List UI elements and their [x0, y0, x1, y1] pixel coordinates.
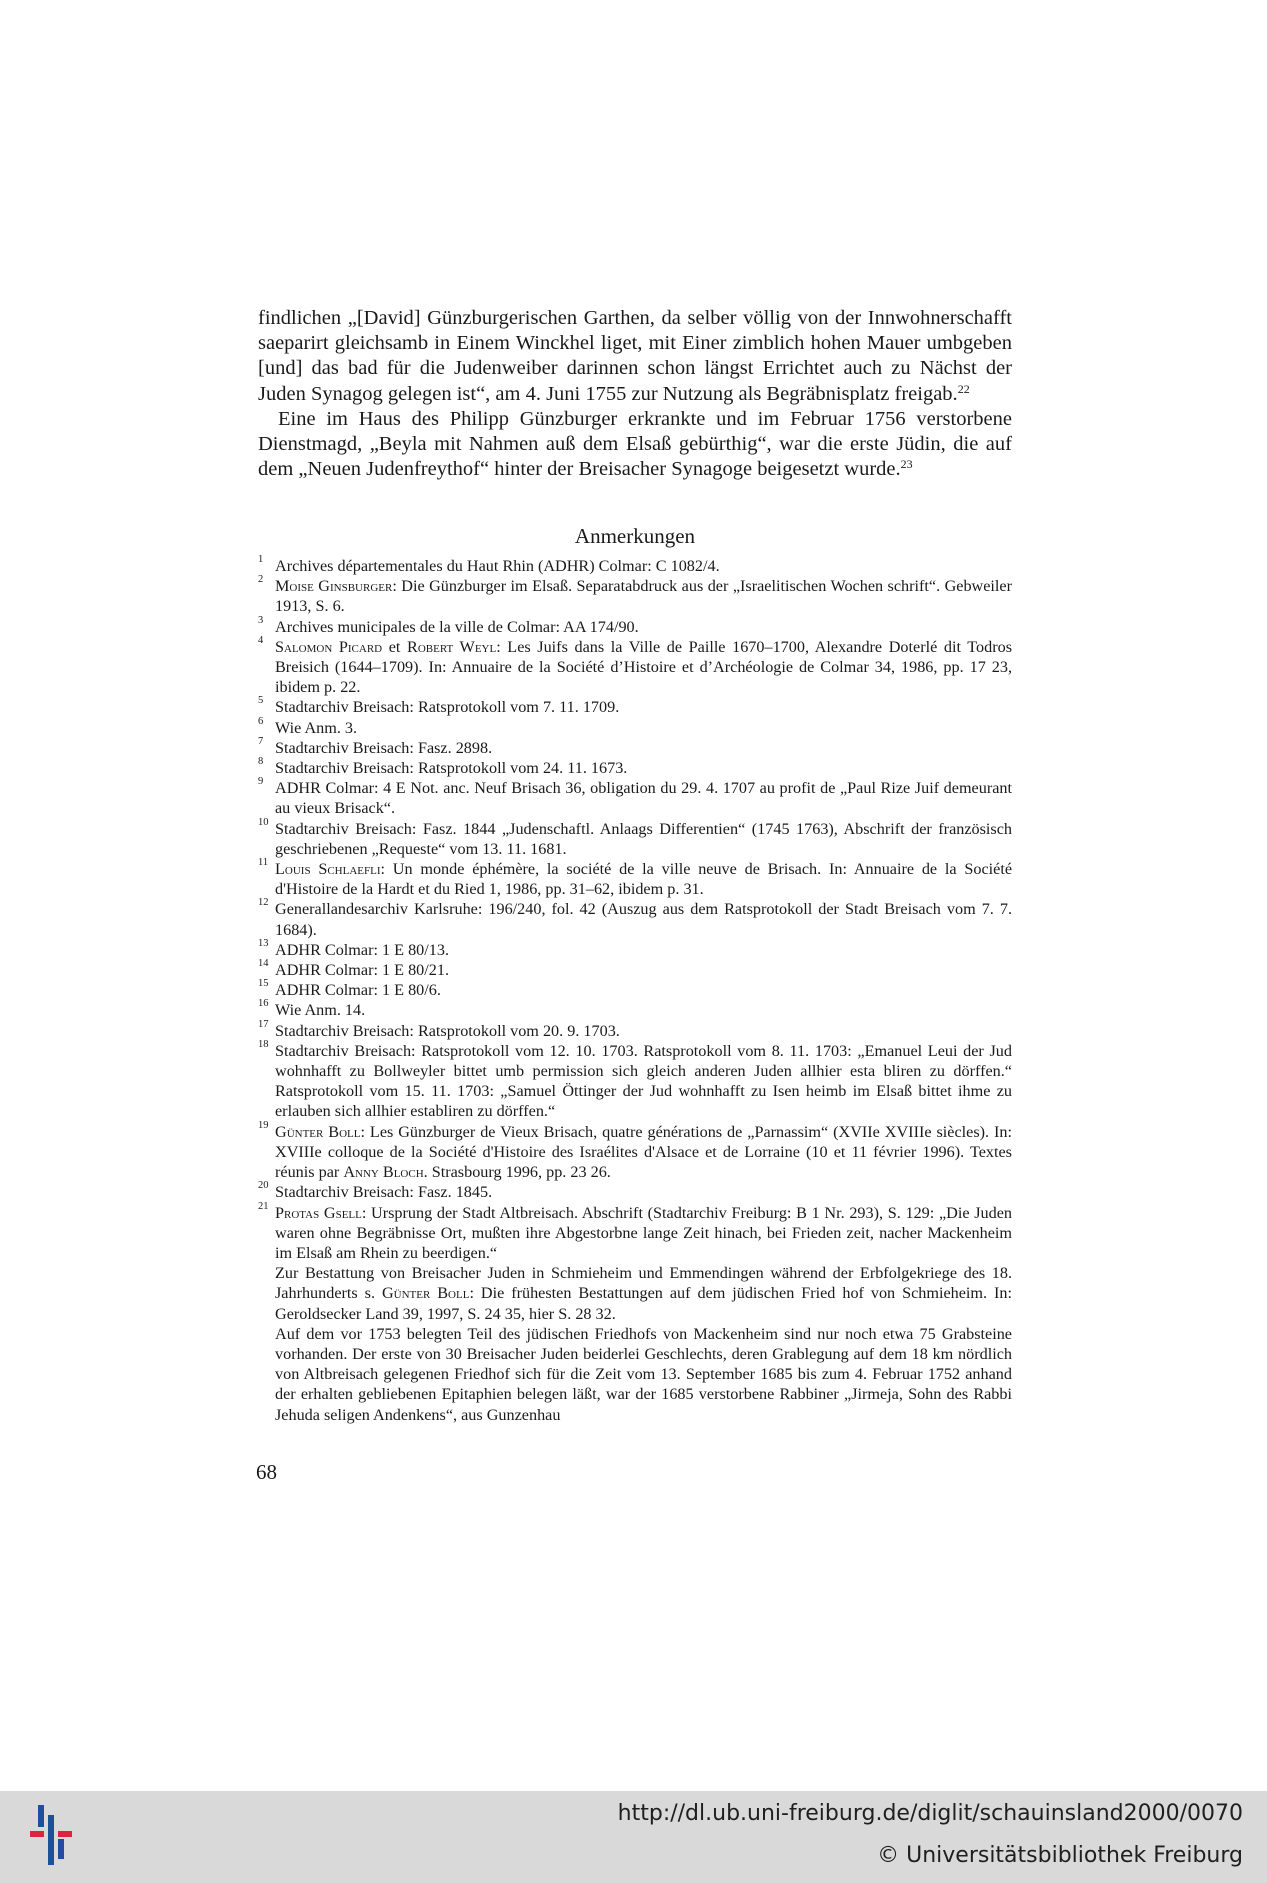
- footnote-text: et: [382, 637, 408, 656]
- footnote-item: [258, 1182, 1012, 1202]
- footnote-text: : Les Günzburger de Vieux Brisach, quatre générations de „Parnassim“ (XVIIe XVIIIe siècles). In: XVIIIe colloque de la Société d'Histoire des Israélites d'Alsace et de Lorraine (10 et 11 février 1996). Textes réunis par: [275, 1122, 1012, 1182]
- footnote-text: Stadtarchiv Breisach: Ratsprotokoll vom 7. 11. 1709.: [275, 698, 620, 717]
- footnote-number: 7: [258, 735, 264, 747]
- footnote-item: [258, 1200, 1012, 1264]
- author-name: Protas Gsell: [275, 1203, 362, 1222]
- footnote-item: [258, 1038, 1012, 1122]
- footnote-text: Stadtarchiv Breisach: Fasz. 2898.: [275, 738, 493, 757]
- footnote-text: : Ursprung der Stadt Altbreisach. Abschrift (Stadtarchiv Freiburg: B 1 Nr. 293), S. 129: „Die Juden waren ohne Begräbnisse Ort, mußten ihre Abgestorbne lange Zeit hinach, bei Frieden zeit, nacher Mackenheim im Elsaß am Rhein zu beerdigen.“: [275, 1203, 1012, 1262]
- footnote-number: 17: [258, 1018, 269, 1030]
- footnote-text: Stadtarchiv Breisach: Fasz. 1845.: [275, 1183, 493, 1202]
- footnote-number: 20: [258, 1180, 269, 1192]
- body-paragraph: [258, 407, 1012, 483]
- footnote-item: [258, 715, 1012, 738]
- document-url-link[interactable]: http://dl.ub.uni-freiburg.de/diglit/schauinsland2000/0070: [617, 1801, 1243, 1826]
- footnote-item: [258, 899, 1012, 939]
- author-name: Günter Boll: [275, 1122, 361, 1141]
- footnote-number: 21: [258, 1200, 269, 1212]
- footnote-item: [258, 778, 1012, 818]
- library-logo-icon[interactable]: [30, 1805, 80, 1865]
- footnote-text: Wie Anm. 14.: [275, 1001, 366, 1020]
- footnote-ref[interactable]: 22: [957, 381, 970, 396]
- footnote-text: Stadtarchiv Breisach: Ratsprotokoll vom 20. 9. 1703.: [275, 1021, 620, 1040]
- footnote-text: Stadtarchiv Breisach: Fasz. 1844 „Judenschaftl. Anlaags Differentien“ (1745 1763), Abschrift der französisch geschriebenen „Requeste“ vom 13. 11. 1681.: [275, 819, 1012, 858]
- footnote-continuation: [258, 1324, 1012, 1425]
- author-name: Salomon Picard: [275, 637, 383, 656]
- author-name: Anny Bloch: [343, 1163, 424, 1182]
- footnote-text: Generallandesarchiv Karlsruhe: 196/240, fol. 42 (Auszug aus dem Ratsprotokoll der Stadt Breisach vom 7. 7. 1684).: [275, 900, 1012, 939]
- footnote-text: Stadtarchiv Breisach: Ratsprotokoll vom 12. 10. 1703. Ratsprotokoll vom 8. 11. 1703: „Emanuel Leui der Jud wohnhafft zu Bollweyler bittet umb permission sich gleich anderen Juden allhier esta bliren zu dörffen.“ Ratsprotokoll vom 15. 11. 1703: „Samuel Öttinger der Jud wohnhafft zu Isen heimb im Elsaß bittet ihme zu erlauben sich allhier establiren zu dörffen.“: [275, 1041, 1012, 1121]
- footnote-number: 18: [258, 1038, 269, 1050]
- footnote-continuation: [258, 1263, 1012, 1324]
- footnote-number: 2: [258, 574, 264, 586]
- author-name: Günter Boll: [381, 1284, 470, 1303]
- notes-heading: Anmerkungen: [574, 524, 696, 548]
- paragraph-text: findlichen „[David] Günzburgerischen Garthen, da selber völlig von der Innwohnerschafft saeparirt gleichsamb in Einem Winckhel liget, mit Einer zimblich hohen Mauer umbgeben [und] das bad für die Judenweiber darinnen schon längst Errichtet auch zu Nächst der Juden Synagog gelegen ist“, am 4. Juni 1755 zur Nutzung als Begräbnisplatz freigab.: [258, 307, 1012, 405]
- footnote-text: : Die frühesten Bestattungen auf dem jüdischen Fried hof von Schmieheim. In: Geroldsecker Land 39, 1997, S. 24 35, hier S. 28 32.: [275, 1284, 1012, 1323]
- footnote-item: [258, 859, 1012, 899]
- footnote-text: ADHR Colmar: 1 E 80/21.: [275, 961, 450, 980]
- footnote-item: [258, 576, 1012, 616]
- copyright-notice: © Universitätsbibliothek Freiburg: [877, 1843, 1243, 1868]
- footnote-item: [258, 816, 1012, 859]
- footnote-item: [258, 1000, 1012, 1020]
- footnote-text: Zur Bestattung von Breisacher Juden in Schmieheim und Emmendingen während der Erbfolgekriege des 18. Jahrhunderts s.: [275, 1264, 1012, 1303]
- author-name: Moise Ginsburger: [275, 577, 393, 596]
- author-name: Robert Weyl: [407, 637, 497, 656]
- footnote-number: 5: [258, 695, 264, 707]
- footnote-item: [258, 1119, 1012, 1183]
- footnote-number: 11: [258, 857, 269, 869]
- footnote-item: [258, 697, 1012, 717]
- footnote-text: : Un monde éphémère, la société de la ville neuve de Brisach. In: Annuaire de la Société d'Histoire de la Hardt et du Ried 1, 1986, pp. 31–62, ibidem p. 31.: [275, 860, 1012, 899]
- footnote-text: ADHR Colmar: 1 E 80/6.: [275, 981, 441, 1000]
- footnote-item: [258, 735, 1012, 758]
- footnote-number: 6: [258, 715, 264, 727]
- footnote-number: 13: [258, 937, 269, 949]
- footnote-number: 4: [258, 634, 264, 646]
- author-name: Louis Schlaefli: [275, 860, 381, 879]
- footnote-text: Archives municipales de la ville de Colmar: AA 174/90.: [275, 617, 639, 636]
- footnote-text: Stadtarchiv Breisach: Ratsprotokoll vom 24. 11. 1673.: [275, 759, 628, 778]
- footnote-item: [258, 960, 1012, 980]
- footnote-item: [258, 634, 1013, 698]
- footnote-number: 12: [258, 897, 269, 909]
- footnote-text: Wie Anm. 3.: [275, 718, 358, 737]
- footnote-number: 14: [258, 958, 269, 970]
- footnote-text: : Les Juifs dans la Ville de Paille 1670–1700, Alexandre Doterlé dit Todros Breisich (1644–1709). In: Annuaire de la Société d’Histoire et d’Archéologie de Colmar 34, 1986, pp. 17 23, ibidem p. 22.: [275, 637, 1013, 697]
- footnote-text: . Strasbourg 1996, pp. 23 26.: [423, 1163, 611, 1182]
- footnote-number: 3: [258, 614, 264, 626]
- footnote-text: ADHR Colmar: 1 E 80/13.: [275, 940, 450, 959]
- footer-bar: [0, 1791, 1267, 1883]
- footnote-text: ADHR Colmar: 4 E Not. anc. Neuf Brisach 36, obligation du 29. 4. 1707 au profit de „Paul Rize Juif demeurant au vieux Brisack“.: [275, 779, 1012, 818]
- footnote-number: 9: [258, 776, 264, 788]
- body-paragraph: [258, 306, 1012, 407]
- footnote-item: [258, 556, 1012, 576]
- footnote-number: 1: [258, 554, 264, 565]
- footnote-item: [258, 1018, 1012, 1041]
- footnote-text: Auf dem vor 1753 belegten Teil des jüdischen Friedhofs von Mackenheim sind nur noch etwa 75 Grabsteine vorhanden. Der erste von 30 Breisacher Juden beiderlei Geschlechts, deren Grablegung auf dem 18 km nördlich von Altbreisach gelegenen Friedhof sich für die Zeit vom 13. September 1685 bis zum 4. Februar 1752 anhand der erhalten gebliebenen Epitaphien belegen läßt, war der 1685 verstorbene Rabbiner „Jirmeja, Sohn des Rabbi Jehuda seligen Andenkens“, aus Gunzenhau: [275, 1324, 1012, 1424]
- paragraph-text: Eine im Haus des Philipp Günzburger erkrankte und im Februar 1756 verstorbene Dienstmagd, „Beyla mit Nahmen auß dem Elsaß gebürthig“, war die erste Jüdin, die auf dem „Neuen Judenfreythof“ hinter der Breisacher Synagoge beigesetzt wurde.: [258, 407, 1012, 481]
- main-text: [258, 306, 1012, 482]
- footnote-item: [258, 980, 1012, 1000]
- footnotes-list: [258, 556, 1012, 1425]
- footnote-number: 8: [258, 756, 264, 768]
- footnote-text: Archives départementales du Haut Rhin (ADHR) Colmar: C 1082/4.: [275, 557, 720, 575]
- footnote-number: 10: [258, 816, 269, 828]
- page-number: 68: [256, 1460, 277, 1484]
- footnote-text: : Die Günzburger im Elsaß. Separatabdruck aus der „Israelitischen Wochen schrift“. Gebweiler 1913, S. 6.: [275, 577, 1012, 616]
- footnote-number: 15: [258, 978, 269, 990]
- footnote-item: [258, 937, 1012, 960]
- footnote-item: [258, 614, 1012, 637]
- footnote-ref[interactable]: 23: [900, 457, 913, 472]
- footnote-number: 19: [258, 1119, 269, 1131]
- footnote-item: [258, 758, 1012, 778]
- footnote-number: 16: [258, 998, 269, 1010]
